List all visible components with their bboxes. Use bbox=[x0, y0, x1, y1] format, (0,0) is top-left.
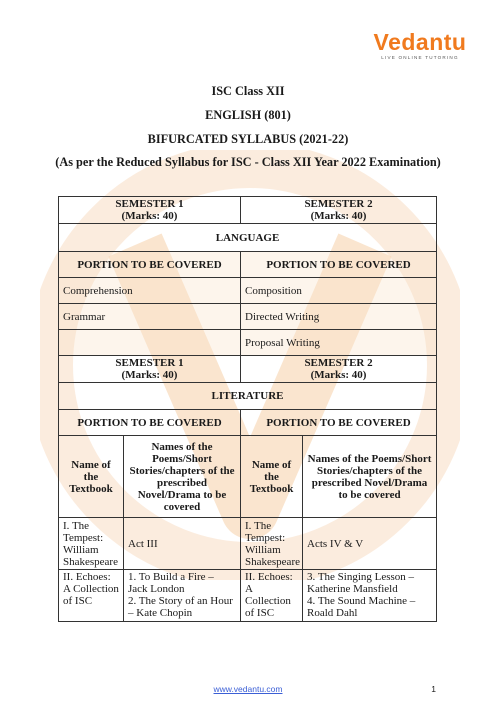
table-cell bbox=[59, 330, 241, 356]
logo-tagline: LIVE ONLINE TUTORING bbox=[381, 55, 459, 60]
table-cell: Comprehension bbox=[59, 278, 241, 304]
logo-wordmark: Vedantu bbox=[373, 29, 467, 55]
table-row bbox=[59, 330, 437, 356]
semester-title: SEMESTER 1 bbox=[115, 198, 184, 210]
table-row bbox=[59, 197, 437, 224]
portion-header: PORTION TO BE COVERED bbox=[59, 252, 241, 278]
table-row bbox=[59, 410, 437, 436]
contents-cell: Act III bbox=[124, 518, 241, 570]
table-cell: Directed Writing bbox=[241, 304, 437, 330]
table-cell: Composition bbox=[241, 278, 437, 304]
table-row bbox=[59, 570, 437, 622]
column-header-contents: Names of the Poems/Short Stories/chapters of the prescribed Novel/Drama to be covered bbox=[303, 436, 437, 518]
portion-header: PORTION TO BE COVERED bbox=[241, 410, 437, 436]
vedantu-logo bbox=[364, 30, 476, 60]
column-header-contents: Names of the Poems/Short Stories/chapters of the prescribed Novel/Drama to be covered bbox=[124, 436, 241, 518]
semester-marks: (Marks: 40) bbox=[121, 369, 178, 381]
doc-title-class: ISC Class XII bbox=[211, 84, 285, 98]
textbook-cell: I. The Tempest: William Shakespeare bbox=[241, 518, 303, 570]
semester-2-header bbox=[241, 197, 437, 224]
section-label-literature: LITERATURE bbox=[59, 383, 437, 410]
semester-title: SEMESTER 1 bbox=[115, 357, 184, 369]
doc-title-note: (As per the Reduced Syllabus for ISC - Class XII Year 2022 Examination) bbox=[55, 155, 441, 169]
section-label-language: LANGUAGE bbox=[59, 224, 437, 252]
semester-title: SEMESTER 2 bbox=[304, 198, 373, 210]
footer-website-link[interactable]: www.vedantu.com bbox=[213, 684, 283, 694]
table-cell: Grammar bbox=[59, 304, 241, 330]
semester-title: SEMESTER 2 bbox=[304, 357, 373, 369]
column-header-textbook: Name of the Textbook bbox=[241, 436, 303, 518]
doc-title-subject: ENGLISH (801) bbox=[205, 108, 291, 122]
contents-cell bbox=[303, 570, 437, 622]
portion-header: PORTION TO BE COVERED bbox=[241, 252, 437, 278]
table-row bbox=[59, 436, 437, 518]
column-header-textbook: Name of the Textbook bbox=[59, 436, 124, 518]
table-row bbox=[59, 252, 437, 278]
table-row bbox=[59, 383, 437, 410]
textbook-cell: II. Echoes: A Collection of ISC bbox=[59, 570, 124, 622]
semester-2-header bbox=[241, 356, 437, 383]
semester-1-header bbox=[59, 197, 241, 224]
syllabus-table bbox=[58, 196, 437, 622]
table-row bbox=[59, 304, 437, 330]
table-row bbox=[59, 278, 437, 304]
contents-line: 3. The Singing Lesson – Katherine Mansfield bbox=[307, 571, 415, 595]
contents-line: 4. The Sound Machine – Roald Dahl bbox=[307, 595, 416, 619]
page-number: 1 bbox=[431, 684, 436, 694]
contents-cell bbox=[124, 570, 241, 622]
table-row bbox=[59, 224, 437, 252]
semester-marks: (Marks: 40) bbox=[121, 210, 178, 222]
contents-line: 1. To Build a Fire – Jack London bbox=[128, 571, 214, 595]
doc-title-syllabus: BIFURCATED SYLLABUS (2021-22) bbox=[147, 132, 349, 146]
contents-cell: Acts IV & V bbox=[303, 518, 437, 570]
table-row bbox=[59, 356, 437, 383]
semester-marks: (Marks: 40) bbox=[310, 369, 367, 381]
textbook-cell: II. Echoes: A Collection of ISC bbox=[241, 570, 303, 622]
table-row bbox=[59, 518, 437, 570]
contents-line: 2. The Story of an Hour – Kate Chopin bbox=[128, 595, 233, 619]
table-cell: Proposal Writing bbox=[241, 330, 437, 356]
semester-1-header bbox=[59, 356, 241, 383]
portion-header: PORTION TO BE COVERED bbox=[59, 410, 241, 436]
textbook-cell: I. The Tempest: William Shakespeare bbox=[59, 518, 124, 570]
semester-marks: (Marks: 40) bbox=[310, 210, 367, 222]
